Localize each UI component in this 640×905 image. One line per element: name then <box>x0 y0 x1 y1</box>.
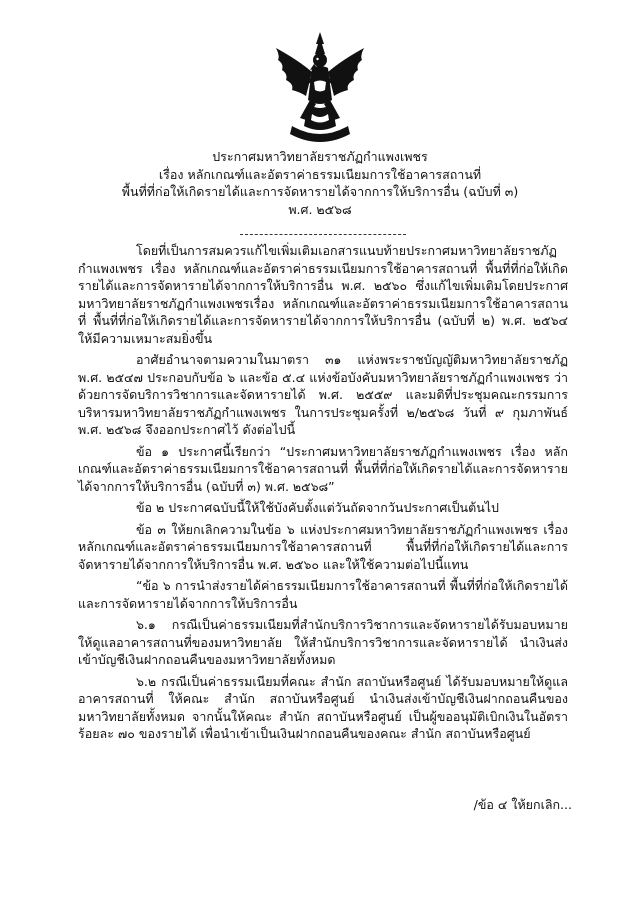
paragraph-clause-3: ข้อ ๓ ให้ยกเลิกความในข้อ ๖ แห่งประกาศมหาวิทยาลัยราชภัฏกำแพงเพชร เรื่อง หลักเกณฑ์และอัตราค่าธรรมเนียมการใช้อาคารสถานที่ พื้นที่ที่ก่อให้เกิดรายได้และการจัดหารายได้จากการให้บริการอื่น พ.ศ. ๒๕๖๐ และให้ใช้ความต่อไปนี้แทน <box>78 521 568 572</box>
paragraph-clause-1: ข้อ ๑ ประกาศนี้เรียกว่า “ประกาศมหาวิทยาลัยราชภัฏกำแพงเพชร เรื่อง หลักเกณฑ์และอัตราค่าธรรมเนียมการใช้อาคารสถานที่ พื้นที่ที่ก่อให้เกิดรายได้และการจัดหารายได้จากการให้บริการอื่น (ฉบับที่ ๓) พ.ศ. ๒๕๖๘” <box>78 443 568 494</box>
document-body <box>78 242 568 747</box>
heading-year: พ.ศ. ๒๕๖๘ <box>288 201 352 217</box>
heading-divider <box>240 234 406 235</box>
heading-title: ประกาศมหาวิทยาลัยราชภัฏกำแพงเพชร <box>212 149 428 164</box>
paragraph-clause-6-1: ๖.๑ กรณีเป็นค่าธรรมเนียมที่สำนักบริการวิชาการและจัดหารายได้รับมอบหมายให้ดูแลอาคารสถานที่ของมหาวิทยาลัย ให้สำนักบริการวิชาการและจัดหารายได้ นำเงินส่งเข้าบัญชีเงินฝากถอนคืนของมหาวิทยาลัยทั้งหมด <box>78 617 568 667</box>
continuation-note: /ข้อ ๔ ให้ยกเลิก... <box>473 797 572 812</box>
paragraph-clause-2: ข้อ ๒ ประกาศฉบับนี้ให้ใช้บังคับตั้งแต่วันถัดจากวันประกาศเป็นต้นไป <box>136 500 499 515</box>
paragraph-clause-6-2: ๖.๒ กรณีเป็นค่าธรรมเนียมที่คณะ สำนัก สถาบันหรือศูนย์ ได้รับมอบหมายให้ดูแลอาคารสถานที่ ให้คณะ สำนัก สถาบันหรือศูนย์ นำเงินส่งเข้าบัญชีเงินฝากถอนคืนของมหาวิทยาลัยทั้งหมด จากนั้นให้คณะ สำนัก สถาบันหรือศูนย์ เป็นผู้ขออนุมัติเบิกเงินในอัตราร้อยละ ๗๐ ของรายได้ เพื่อนำเข้าเป็นเงินฝากถอนคืนของคณะ สำนัก สถาบันหรือศูนย์ <box>78 673 568 741</box>
announcement-heading <box>0 148 640 218</box>
heading-subject: เรื่อง หลักเกณฑ์และอัตราค่าธรรมเนียมการใช้อาคารสถานที่ <box>158 166 482 182</box>
paragraph-authority: อาศัยอำนาจตามความในมาตรา ๓๑ แห่งพระราชบัญญัติมหาวิทยาลัยราชภัฏ พ.ศ. ๒๕๔๗ ประกอบกับข้อ ๖ และข้อ ๕.๔ แห่งข้อบังคับมหาวิทยาลัยราชภัฏกำแพงเพชร ว่าด้วยการจัดบริการวิชาการและจัดหารายได้ พ.ศ. ๒๕๕๙ และมติที่ประชุมคณะกรรมการบริหารมหาวิทยาลัยราชภัฏกำแพงเพชร ในการประชุมครั้งที่ ๒/๒๕๖๘ วันที่ ๙ กุมภาพันธ์ พ.ศ. ๒๕๖๘ จึงออกประกาศไว้ ดังต่อไปนี้ <box>78 352 568 437</box>
heading-subject-cont: พื้นที่ที่ก่อให้เกิดรายได้และการจัดหารายได้จากการให้บริการอื่น (ฉบับที่ ๓) <box>121 184 519 199</box>
paragraph-preamble: โดยที่เป็นการสมควรแก้ไขเพิ่มเติมเอกสารแนบท้ายประกาศมหาวิทยาลัยราชภัฏกำแพงเพชร เรื่อง หลักเกณฑ์และอัตราค่าธรรมเนียมการใช้อาคารสถานที่ พื้นที่ที่ก่อให้เกิดรายได้และการจัดหารายได้จากการให้บริการอื่น พ.ศ. ๒๕๖๐ ซึ่งแก้ไขเพิ่มเติมโดยประกาศมหาวิทยาลัยราชภัฏกำแพงเพชรเรื่อง หลักเกณฑ์และอัตราค่าธรรมเนียมการใช้อาคารสถานที่ พื้นที่ที่ก่อให้เกิดรายได้และการจัดหารายได้จากการให้บริการอื่น (ฉบับที่ ๒) พ.ศ. ๒๕๖๔ ให้มีความเหมาะสมยิ่งขึ้น <box>78 243 568 346</box>
paragraph-clause-6: “ข้อ ๖ การนำส่งรายได้ค่าธรรมเนียมการใช้อาคารสถานที่ พื้นที่ที่ก่อให้เกิดรายได้และการจัดหารายได้จากการให้บริการอื่น <box>78 578 568 611</box>
garuda-emblem-icon <box>270 30 370 152</box>
